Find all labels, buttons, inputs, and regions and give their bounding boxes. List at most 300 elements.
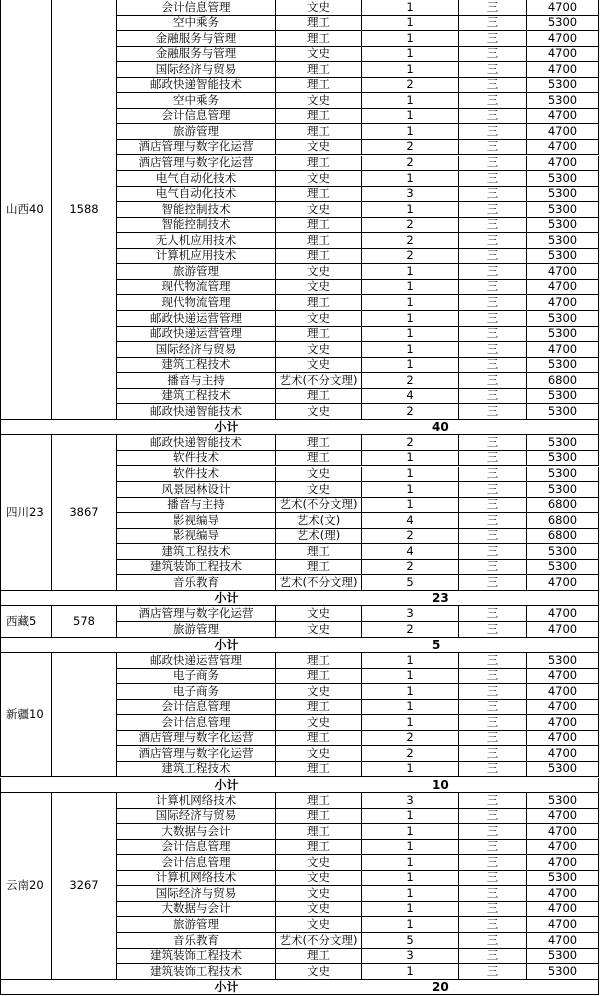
count-cell: 1: [362, 809, 459, 825]
count-cell: 5: [362, 933, 459, 949]
fee-cell: 4700: [527, 280, 599, 296]
category-cell: 文史: [276, 715, 362, 731]
tier-cell: 三: [459, 731, 527, 747]
category-cell: 文史: [276, 746, 362, 762]
major-cell: 无人机应用技术: [117, 233, 276, 249]
count-cell: 3: [362, 793, 459, 809]
fee-cell: 4700: [527, 840, 599, 856]
tier-cell: 三: [459, 762, 527, 778]
fee-cell: 5300: [527, 451, 599, 467]
tier-cell: 三: [459, 902, 527, 918]
count-cell: 2: [362, 156, 459, 172]
count-cell: 1: [362, 93, 459, 109]
count-cell: 1: [362, 824, 459, 840]
tier-cell: 三: [459, 389, 527, 405]
count-cell: 2: [362, 746, 459, 762]
major-cell: 计算机网络技术: [117, 793, 276, 809]
fee-cell: 4700: [527, 824, 599, 840]
fee-cell: 6800: [527, 373, 599, 389]
tier-cell: 三: [459, 855, 527, 871]
count-cell: 1: [362, 700, 459, 716]
category-cell: 文史: [276, 202, 362, 218]
major-cell: 酒店管理与数字化运营: [117, 731, 276, 747]
major-cell: 会计信息管理: [117, 0, 276, 16]
province-cell: 山西40: [0, 0, 52, 420]
subtotal-value: 5: [362, 638, 599, 654]
tier-cell: 三: [459, 498, 527, 514]
fee-cell: 4700: [527, 746, 599, 762]
major-cell: 金融服务与管理: [117, 47, 276, 63]
major-cell: 软件技术: [117, 467, 276, 483]
fee-cell: 5300: [527, 16, 599, 32]
subtotal-value: 40: [362, 420, 599, 436]
category-cell: 艺术(文): [276, 513, 362, 529]
fee-cell: 5300: [527, 964, 599, 980]
category-cell: 理工: [276, 451, 362, 467]
category-cell: 理工: [276, 62, 362, 78]
fee-cell: 5300: [527, 871, 599, 887]
count-cell: 1: [362, 202, 459, 218]
fee-cell: 5300: [527, 187, 599, 203]
count-cell: 4: [362, 513, 459, 529]
tier-cell: 三: [459, 933, 527, 949]
category-cell: 文史: [276, 47, 362, 63]
count-cell: 1: [362, 342, 459, 358]
tier-cell: 三: [459, 715, 527, 731]
tier-cell: 三: [459, 358, 527, 374]
fee-cell: 4700: [527, 886, 599, 902]
count-cell: 4: [362, 544, 459, 560]
count-cell: 1: [362, 264, 459, 280]
fee-cell: 6800: [527, 529, 599, 545]
count-cell: 1: [362, 498, 459, 514]
major-cell: 空中乘务: [117, 93, 276, 109]
count-cell: 2: [362, 218, 459, 234]
category-cell: 理工: [276, 16, 362, 32]
category-cell: 文史: [276, 684, 362, 700]
category-cell: 文史: [276, 917, 362, 933]
category-cell: 理工: [276, 389, 362, 405]
tier-cell: 三: [459, 684, 527, 700]
tier-cell: 三: [459, 311, 527, 327]
major-cell: 邮政快递运营管理: [117, 311, 276, 327]
category-cell: 理工: [276, 793, 362, 809]
count-cell: 3: [362, 606, 459, 622]
category-cell: 文史: [276, 358, 362, 374]
category-cell: 理工: [276, 544, 362, 560]
major-cell: 会计信息管理: [117, 855, 276, 871]
count-cell: 2: [362, 622, 459, 638]
tier-cell: 三: [459, 949, 527, 965]
major-cell: 建筑工程技术: [117, 762, 276, 778]
count-cell: 1: [362, 171, 459, 187]
major-cell: 软件技术: [117, 451, 276, 467]
count-cell: 2: [362, 731, 459, 747]
category-cell: 文史: [276, 855, 362, 871]
tier-cell: 三: [459, 482, 527, 498]
fee-cell: 5300: [527, 93, 599, 109]
count-cell: 1: [362, 886, 459, 902]
fee-cell: 4700: [527, 156, 599, 172]
province-cell: 云南20: [0, 793, 52, 980]
subtotal-label: 小计: [0, 591, 362, 607]
major-cell: 电气自动化技术: [117, 187, 276, 203]
fee-cell: 5300: [527, 78, 599, 94]
fee-cell: 5300: [527, 467, 599, 483]
major-cell: 播音与主持: [117, 498, 276, 514]
category-cell: 理工: [276, 327, 362, 343]
tier-cell: 三: [459, 886, 527, 902]
count-cell: 1: [362, 31, 459, 47]
major-cell: 酒店管理与数字化运营: [117, 606, 276, 622]
major-cell: 空中乘务: [117, 16, 276, 32]
tier-cell: 三: [459, 109, 527, 125]
subtotal-label: 小计: [0, 420, 362, 436]
category-cell: 文史: [276, 93, 362, 109]
count-cell: 1: [362, 840, 459, 856]
tier-cell: 三: [459, 47, 527, 63]
major-cell: 大数据与会计: [117, 902, 276, 918]
code-cell: 1588: [52, 0, 117, 420]
tier-cell: 三: [459, 529, 527, 545]
category-cell: 文史: [276, 342, 362, 358]
subtotal-value: 10: [362, 778, 599, 794]
tier-cell: 三: [459, 93, 527, 109]
category-cell: 艺术(不分文理): [276, 933, 362, 949]
count-cell: 3: [362, 949, 459, 965]
fee-cell: 4700: [527, 917, 599, 933]
tier-cell: 三: [459, 140, 527, 156]
major-cell: 会计信息管理: [117, 109, 276, 125]
major-cell: 邮政快递智能技术: [117, 404, 276, 420]
count-cell: 1: [362, 871, 459, 887]
major-cell: 酒店管理与数字化运营: [117, 746, 276, 762]
category-cell: 文史: [276, 886, 362, 902]
tier-cell: 三: [459, 327, 527, 343]
tier-cell: 三: [459, 435, 527, 451]
category-cell: 理工: [276, 218, 362, 234]
tier-cell: 三: [459, 653, 527, 669]
count-cell: 1: [362, 917, 459, 933]
tier-cell: 三: [459, 0, 527, 16]
fee-cell: 4700: [527, 855, 599, 871]
category-cell: 文史: [276, 482, 362, 498]
major-cell: 影视编导: [117, 513, 276, 529]
category-cell: 理工: [276, 560, 362, 576]
fee-cell: 5300: [527, 171, 599, 187]
count-cell: 3: [362, 187, 459, 203]
major-cell: 电子商务: [117, 684, 276, 700]
count-cell: 1: [362, 295, 459, 311]
tier-cell: 三: [459, 669, 527, 685]
fee-cell: 5300: [527, 482, 599, 498]
code-cell: 578: [52, 606, 117, 637]
category-cell: 文史: [276, 606, 362, 622]
category-cell: 文史: [276, 311, 362, 327]
count-cell: 1: [362, 280, 459, 296]
count-cell: 2: [362, 373, 459, 389]
major-cell: 酒店管理与数字化运营: [117, 140, 276, 156]
tier-cell: 三: [459, 280, 527, 296]
major-cell: 国际经济与贸易: [117, 809, 276, 825]
major-cell: 国际经济与贸易: [117, 62, 276, 78]
code-cell: 3267: [52, 793, 117, 980]
major-cell: 国际经济与贸易: [117, 342, 276, 358]
count-cell: 1: [362, 451, 459, 467]
fee-cell: 5300: [527, 311, 599, 327]
tier-cell: 三: [459, 187, 527, 203]
major-cell: 播音与主持: [117, 373, 276, 389]
tier-cell: 三: [459, 31, 527, 47]
fee-cell: 4700: [527, 62, 599, 78]
category-cell: 艺术(理): [276, 529, 362, 545]
tier-cell: 三: [459, 809, 527, 825]
count-cell: 1: [362, 902, 459, 918]
tier-cell: 三: [459, 202, 527, 218]
fee-cell: 4700: [527, 902, 599, 918]
major-cell: 智能控制技术: [117, 202, 276, 218]
tier-cell: 三: [459, 373, 527, 389]
count-cell: 1: [362, 109, 459, 125]
major-cell: 音乐教育: [117, 575, 276, 591]
fee-cell: 4700: [527, 31, 599, 47]
major-cell: 风景园林设计: [117, 482, 276, 498]
fee-cell: 4700: [527, 669, 599, 685]
fee-cell: 5300: [527, 233, 599, 249]
major-cell: 建筑装饰工程技术: [117, 560, 276, 576]
subtotal-label: 小计: [0, 980, 362, 996]
province-cell: 西藏5: [0, 606, 52, 637]
major-cell: 大数据与会计: [117, 824, 276, 840]
count-cell: 1: [362, 16, 459, 32]
major-cell: 电气自动化技术: [117, 171, 276, 187]
tier-cell: 三: [459, 171, 527, 187]
tier-cell: 三: [459, 560, 527, 576]
count-cell: 1: [362, 482, 459, 498]
category-cell: 理工: [276, 295, 362, 311]
major-cell: 旅游管理: [117, 622, 276, 638]
tier-cell: 三: [459, 467, 527, 483]
fee-cell: 5300: [527, 202, 599, 218]
tier-cell: 三: [459, 824, 527, 840]
tier-cell: 三: [459, 917, 527, 933]
fee-cell: 5300: [527, 389, 599, 405]
subtotal-value: 23: [362, 591, 599, 607]
category-cell: 文史: [276, 622, 362, 638]
province-cell: 新疆10: [0, 653, 52, 777]
tier-cell: 三: [459, 249, 527, 265]
count-cell: 5: [362, 575, 459, 591]
count-cell: 2: [362, 233, 459, 249]
major-cell: 现代物流管理: [117, 280, 276, 296]
fee-cell: 6800: [527, 513, 599, 529]
code-cell: 3867: [52, 435, 117, 591]
major-cell: 国际经济与贸易: [117, 886, 276, 902]
fee-cell: 5300: [527, 358, 599, 374]
category-cell: 理工: [276, 762, 362, 778]
fee-cell: 4700: [527, 715, 599, 731]
count-cell: 2: [362, 78, 459, 94]
category-cell: 理工: [276, 824, 362, 840]
major-cell: 音乐教育: [117, 933, 276, 949]
province-cell: 四川23: [0, 435, 52, 591]
tier-cell: 三: [459, 124, 527, 140]
fee-cell: 4700: [527, 606, 599, 622]
fee-cell: 4700: [527, 809, 599, 825]
fee-cell: 5300: [527, 762, 599, 778]
tier-cell: 三: [459, 295, 527, 311]
count-cell: 4: [362, 389, 459, 405]
category-cell: 文史: [276, 871, 362, 887]
count-cell: 1: [362, 62, 459, 78]
fee-cell: 4700: [527, 0, 599, 16]
major-cell: 建筑工程技术: [117, 389, 276, 405]
category-cell: 文史: [276, 264, 362, 280]
fee-cell: 4700: [527, 109, 599, 125]
major-cell: 会计信息管理: [117, 715, 276, 731]
tier-cell: 三: [459, 404, 527, 420]
count-cell: 2: [362, 560, 459, 576]
major-cell: 会计信息管理: [117, 700, 276, 716]
count-cell: 1: [362, 669, 459, 685]
fee-cell: 4700: [527, 933, 599, 949]
major-cell: 建筑工程技术: [117, 544, 276, 560]
category-cell: 艺术(不分文理): [276, 373, 362, 389]
category-cell: 理工: [276, 156, 362, 172]
tier-cell: 三: [459, 575, 527, 591]
category-cell: 理工: [276, 249, 362, 265]
fee-cell: 4700: [527, 295, 599, 311]
fee-cell: 4700: [527, 731, 599, 747]
tier-cell: 三: [459, 964, 527, 980]
count-cell: 1: [362, 715, 459, 731]
category-cell: 艺术(不分文理): [276, 498, 362, 514]
major-cell: 计算机网络技术: [117, 871, 276, 887]
tier-cell: 三: [459, 233, 527, 249]
count-cell: 1: [362, 467, 459, 483]
category-cell: 理工: [276, 78, 362, 94]
category-cell: 文史: [276, 0, 362, 16]
major-cell: 会计信息管理: [117, 840, 276, 856]
major-cell: 建筑工程技术: [117, 358, 276, 374]
tier-cell: 三: [459, 218, 527, 234]
fee-cell: 5300: [527, 404, 599, 420]
fee-cell: 5300: [527, 544, 599, 560]
major-cell: 建筑装饰工程技术: [117, 949, 276, 965]
category-cell: 理工: [276, 109, 362, 125]
category-cell: 理工: [276, 233, 362, 249]
count-cell: 2: [362, 404, 459, 420]
tier-cell: 三: [459, 78, 527, 94]
major-cell: 邮政快递智能技术: [117, 435, 276, 451]
major-cell: 旅游管理: [117, 264, 276, 280]
tier-cell: 三: [459, 62, 527, 78]
major-cell: 邮政快递运营管理: [117, 327, 276, 343]
fee-cell: 4700: [527, 684, 599, 700]
tier-cell: 三: [459, 606, 527, 622]
subtotal-value: 20: [362, 980, 599, 996]
category-cell: 理工: [276, 31, 362, 47]
fee-cell: 5300: [527, 327, 599, 343]
category-cell: 艺术(不分文理): [276, 575, 362, 591]
count-cell: 1: [362, 653, 459, 669]
tier-cell: 三: [459, 342, 527, 358]
tier-cell: 三: [459, 793, 527, 809]
count-cell: 1: [362, 855, 459, 871]
major-cell: 建筑装饰工程技术: [117, 964, 276, 980]
fee-cell: 5300: [527, 249, 599, 265]
major-cell: 旅游管理: [117, 124, 276, 140]
count-cell: 1: [362, 327, 459, 343]
fee-cell: 5300: [527, 560, 599, 576]
category-cell: 理工: [276, 700, 362, 716]
category-cell: 理工: [276, 949, 362, 965]
category-cell: 理工: [276, 653, 362, 669]
subtotal-label: 小计: [0, 778, 362, 794]
count-cell: 1: [362, 311, 459, 327]
category-cell: 理工: [276, 669, 362, 685]
category-cell: 文史: [276, 171, 362, 187]
category-cell: 文史: [276, 280, 362, 296]
major-cell: 电子商务: [117, 669, 276, 685]
count-cell: 1: [362, 964, 459, 980]
fee-cell: 5300: [527, 653, 599, 669]
tier-cell: 三: [459, 156, 527, 172]
subtotal-label: 小计: [0, 638, 362, 654]
fee-cell: 5300: [527, 793, 599, 809]
fee-cell: 4700: [527, 700, 599, 716]
category-cell: 理工: [276, 840, 362, 856]
count-cell: 2: [362, 529, 459, 545]
tier-cell: 三: [459, 622, 527, 638]
major-cell: 智能控制技术: [117, 218, 276, 234]
fee-cell: 4700: [527, 264, 599, 280]
major-cell: 计算机应用技术: [117, 249, 276, 265]
fee-cell: 6800: [527, 498, 599, 514]
major-cell: 金融服务与管理: [117, 31, 276, 47]
fee-cell: 5300: [527, 949, 599, 965]
fee-cell: 4700: [527, 47, 599, 63]
major-cell: 邮政快递智能技术: [117, 78, 276, 94]
fee-cell: 4700: [527, 140, 599, 156]
category-cell: 文史: [276, 404, 362, 420]
count-cell: 2: [362, 435, 459, 451]
count-cell: 1: [362, 762, 459, 778]
count-cell: 1: [362, 47, 459, 63]
major-cell: 酒店管理与数字化运营: [117, 156, 276, 172]
fee-cell: 4700: [527, 575, 599, 591]
category-cell: 理工: [276, 124, 362, 140]
major-cell: 影视编导: [117, 529, 276, 545]
category-cell: 文史: [276, 902, 362, 918]
category-cell: 文史: [276, 964, 362, 980]
fee-cell: 5300: [527, 218, 599, 234]
tier-cell: 三: [459, 840, 527, 856]
tier-cell: 三: [459, 871, 527, 887]
category-cell: 理工: [276, 435, 362, 451]
major-cell: 现代物流管理: [117, 295, 276, 311]
tier-cell: 三: [459, 513, 527, 529]
count-cell: 1: [362, 124, 459, 140]
fee-cell: 4700: [527, 124, 599, 140]
code-cell: [52, 653, 117, 777]
major-cell: 旅游管理: [117, 917, 276, 933]
category-cell: 文史: [276, 140, 362, 156]
category-cell: 理工: [276, 187, 362, 203]
tier-cell: 三: [459, 451, 527, 467]
tier-cell: 三: [459, 16, 527, 32]
count-cell: 2: [362, 249, 459, 265]
